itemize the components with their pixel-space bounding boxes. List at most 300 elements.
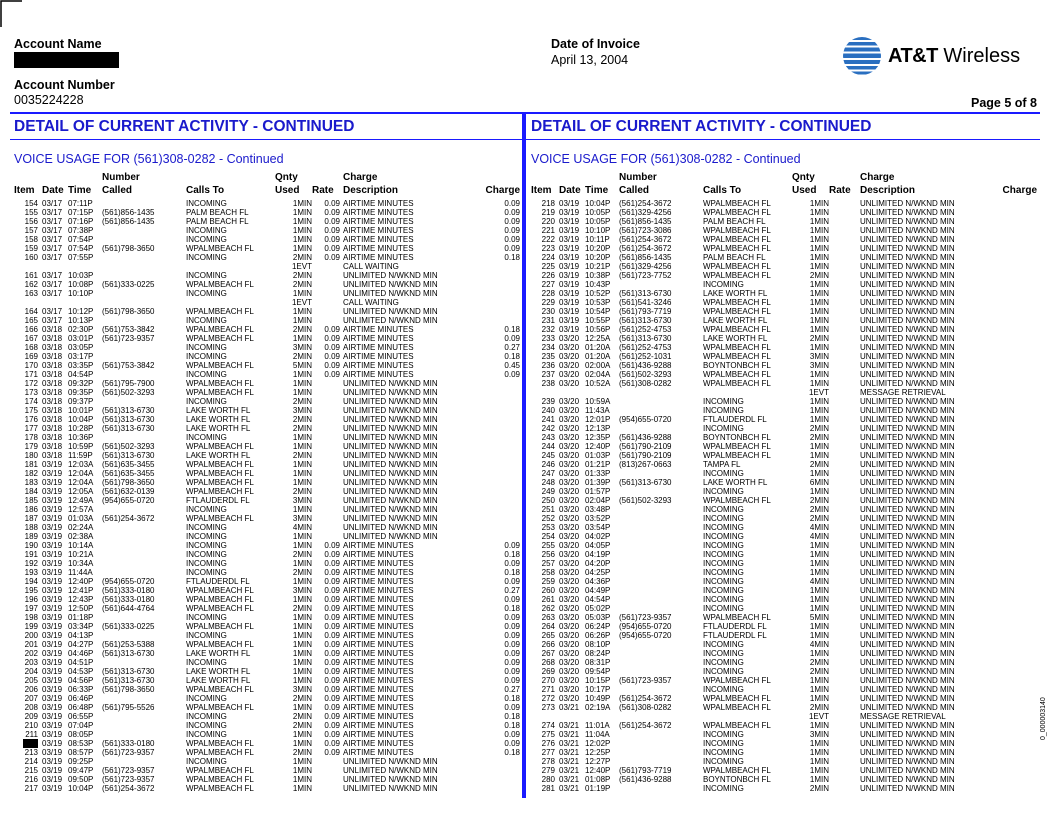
calls-to: FTLAUDERDL FL bbox=[703, 415, 767, 424]
calls-to: TAMPA FL bbox=[703, 460, 741, 469]
call-time: 04:02P bbox=[585, 532, 611, 541]
number-called: (954)655-0720 bbox=[102, 496, 155, 505]
quantity-used: 2MIN bbox=[809, 703, 829, 712]
call-time: 12:02P bbox=[585, 739, 611, 748]
quantity-used: 1EVT bbox=[808, 388, 829, 397]
call-date: 03/19 bbox=[42, 649, 63, 658]
call-time: 12:05A bbox=[68, 487, 94, 496]
charge-amount: 0.09 bbox=[504, 541, 520, 550]
calls-to: WPALMBEACH FL bbox=[703, 307, 771, 316]
call-time: 04:19P bbox=[585, 550, 611, 559]
item-number: 183 bbox=[24, 478, 38, 487]
quantity-used: 5MIN bbox=[292, 361, 312, 370]
call-date: 03/20 bbox=[559, 694, 580, 703]
call-date: 03/19 bbox=[42, 478, 63, 487]
charge-amount: 0.09 bbox=[504, 613, 520, 622]
call-time: 07:16P bbox=[68, 217, 94, 226]
charge-description: UNLIMITED N/WKND MIN bbox=[860, 262, 955, 271]
number-called: (561)502-3293 bbox=[102, 388, 155, 397]
charge-description: AIRTIME MINUTES bbox=[343, 568, 414, 577]
call-date: 03/17 bbox=[42, 208, 63, 217]
item-number: 226 bbox=[541, 271, 555, 280]
calls-to: WPALMBEACH FL bbox=[186, 325, 254, 334]
number-called: (561)856-1435 bbox=[102, 208, 155, 217]
item-number: 220 bbox=[541, 217, 555, 226]
call-time: 10:01P bbox=[68, 406, 94, 415]
charge-description: AIRTIME MINUTES bbox=[343, 334, 414, 343]
quantity-used: 1MIN bbox=[809, 379, 829, 388]
column-header-item: Item bbox=[531, 185, 552, 196]
charge-amount: 0.09 bbox=[504, 658, 520, 667]
table-row bbox=[10, 577, 520, 586]
rate: 0.09 bbox=[324, 586, 340, 595]
calls-to: WPALMBEACH FL bbox=[703, 244, 771, 253]
calls-to: INCOMING bbox=[186, 316, 227, 325]
calls-to: WPALMBEACH FL bbox=[186, 460, 254, 469]
calls-to: INCOMING bbox=[186, 523, 227, 532]
quantity-used: 1MIN bbox=[809, 748, 829, 757]
charge-description: UNLIMITED N/WKND MIN bbox=[343, 388, 438, 397]
table-row bbox=[10, 631, 520, 640]
call-date: 03/19 bbox=[42, 631, 63, 640]
call-date: 03/17 bbox=[42, 307, 63, 316]
charge-description: UNLIMITED N/WKND MIN bbox=[343, 433, 438, 442]
charge-description: UNLIMITED N/WKND MIN bbox=[860, 568, 955, 577]
charge-description: UNLIMITED N/WKND MIN bbox=[860, 280, 955, 289]
att-globe-logo-icon bbox=[842, 36, 882, 76]
item-number: 173 bbox=[24, 388, 38, 397]
table-row bbox=[10, 622, 520, 631]
number-called: (561)308-0282 bbox=[619, 703, 672, 712]
call-time: 06:46P bbox=[68, 694, 94, 703]
call-date: 03/20 bbox=[559, 613, 580, 622]
quantity-used: 1MIN bbox=[292, 595, 312, 604]
call-date: 03/18 bbox=[42, 451, 63, 460]
number-called: (561)313-6730 bbox=[102, 406, 155, 415]
item-number: 224 bbox=[541, 253, 555, 262]
calls-to: WPALMBEACH FL bbox=[703, 325, 771, 334]
calls-to: INCOMING bbox=[186, 253, 227, 262]
charge-description: AIRTIME MINUTES bbox=[343, 640, 414, 649]
table-row bbox=[10, 649, 520, 658]
table-row bbox=[527, 514, 1037, 523]
rate: 0.09 bbox=[324, 712, 340, 721]
table-row bbox=[527, 388, 1037, 397]
call-date: 03/19 bbox=[42, 541, 63, 550]
quantity-used: 1MIN bbox=[809, 766, 829, 775]
call-date: 03/19 bbox=[42, 604, 63, 613]
table-row bbox=[10, 217, 520, 226]
quantity-used: 3MIN bbox=[809, 730, 829, 739]
calls-to: FTLAUDERDL FL bbox=[703, 622, 767, 631]
column-header-qnty-top: Qnty bbox=[275, 172, 298, 183]
calls-to: INCOMING bbox=[703, 685, 744, 694]
call-date: 03/20 bbox=[559, 343, 580, 352]
quantity-used: 1MIN bbox=[809, 406, 829, 415]
call-date: 03/18 bbox=[42, 388, 63, 397]
item-number: 259 bbox=[541, 577, 555, 586]
call-time: 02:38A bbox=[68, 532, 94, 541]
charge-description: UNLIMITED N/WKND MIN bbox=[860, 442, 955, 451]
call-date: 03/18 bbox=[42, 442, 63, 451]
charge-description: UNLIMITED N/WKND MIN bbox=[860, 676, 955, 685]
item-number: 167 bbox=[24, 334, 38, 343]
table-row bbox=[10, 721, 520, 730]
call-date: 03/19 bbox=[42, 622, 63, 631]
charge-description: UNLIMITED N/WKND MIN bbox=[860, 586, 955, 595]
call-date: 03/20 bbox=[559, 487, 580, 496]
rate: 0.09 bbox=[324, 721, 340, 730]
calls-to: WPALMBEACH FL bbox=[186, 307, 254, 316]
number-called: (561)254-3672 bbox=[619, 694, 672, 703]
charge-amount: 0.09 bbox=[504, 649, 520, 658]
item-number: 280 bbox=[541, 775, 555, 784]
charge-description: AIRTIME MINUTES bbox=[343, 586, 414, 595]
number-called: (954)655-0720 bbox=[102, 577, 155, 586]
calls-to: PALM BEACH FL bbox=[186, 217, 249, 226]
call-date: 03/20 bbox=[559, 658, 580, 667]
table-row bbox=[527, 577, 1037, 586]
quantity-used: 1MIN bbox=[292, 199, 312, 208]
charge-description: UNLIMITED N/WKND MIN bbox=[860, 208, 955, 217]
number-called: (561)723-9357 bbox=[619, 676, 672, 685]
call-date: 03/21 bbox=[559, 739, 580, 748]
column-header-qnty-top: Qnty bbox=[792, 172, 815, 183]
charge-description: UNLIMITED N/WKND MIN bbox=[860, 433, 955, 442]
call-time: 03:17P bbox=[68, 352, 94, 361]
item-number: 213 bbox=[24, 748, 38, 757]
table-row bbox=[10, 298, 520, 307]
table-row bbox=[527, 289, 1037, 298]
calls-to: INCOMING bbox=[703, 658, 744, 667]
call-date: 03/19 bbox=[42, 613, 63, 622]
column-header-rate: Rate bbox=[312, 185, 334, 196]
table-row bbox=[527, 298, 1037, 307]
item-number: 256 bbox=[541, 550, 555, 559]
rate: 0.09 bbox=[324, 730, 340, 739]
quantity-used: 3MIN bbox=[292, 343, 312, 352]
table-row bbox=[10, 424, 520, 433]
rate: 0.09 bbox=[324, 685, 340, 694]
call-time: 10:54P bbox=[585, 307, 611, 316]
number-called: (561)856-1435 bbox=[102, 217, 155, 226]
calls-to: PALM BEACH FL bbox=[186, 208, 249, 217]
table-row bbox=[10, 379, 520, 388]
calls-to: INCOMING bbox=[186, 613, 227, 622]
table-row bbox=[527, 757, 1037, 766]
table-row bbox=[10, 658, 520, 667]
rate: 0.09 bbox=[324, 253, 340, 262]
call-date: 03/18 bbox=[42, 343, 63, 352]
item-number: 176 bbox=[24, 415, 38, 424]
charge-description: UNLIMITED N/WKND MIN bbox=[860, 622, 955, 631]
charge-description: UNLIMITED N/WKND MIN bbox=[860, 550, 955, 559]
item-number: 214 bbox=[24, 757, 38, 766]
column-header-date: Date bbox=[559, 185, 581, 196]
call-time: 12:43P bbox=[68, 595, 94, 604]
quantity-used: 1MIN bbox=[292, 613, 312, 622]
item-number: 230 bbox=[541, 307, 555, 316]
quantity-used: 1MIN bbox=[809, 685, 829, 694]
item-number: 191 bbox=[24, 550, 38, 559]
charge-description: AIRTIME MINUTES bbox=[343, 226, 414, 235]
quantity-used: 1MIN bbox=[809, 739, 829, 748]
quantity-used: 1MIN bbox=[809, 559, 829, 568]
call-time: 12:04A bbox=[68, 469, 94, 478]
table-row bbox=[10, 397, 520, 406]
item-number: 242 bbox=[541, 424, 555, 433]
quantity-used: 1MIN bbox=[292, 730, 312, 739]
calls-to: LAKE WORTH FL bbox=[186, 415, 251, 424]
calls-to: WPALMBEACH FL bbox=[703, 613, 771, 622]
rate: 0.09 bbox=[324, 334, 340, 343]
call-time: 04:51P bbox=[68, 658, 94, 667]
number-called: (561)644-4764 bbox=[102, 604, 155, 613]
calls-to: INCOMING bbox=[186, 757, 227, 766]
number-called: (561)753-3842 bbox=[102, 361, 155, 370]
table-row bbox=[527, 649, 1037, 658]
call-date: 03/21 bbox=[559, 748, 580, 757]
calls-to: WPALMBEACH FL bbox=[186, 469, 254, 478]
call-time: 10:59A bbox=[585, 397, 611, 406]
charge-description: UNLIMITED N/WKND MIN bbox=[860, 379, 955, 388]
item-number: 166 bbox=[24, 325, 38, 334]
call-date: 03/20 bbox=[559, 361, 580, 370]
rate: 0.09 bbox=[324, 550, 340, 559]
item-number: 159 bbox=[24, 244, 38, 253]
call-time: 01:19P bbox=[585, 784, 611, 793]
rate: 0.09 bbox=[324, 568, 340, 577]
item-number: 281 bbox=[541, 784, 555, 793]
calls-to: INCOMING bbox=[186, 433, 227, 442]
table-row bbox=[10, 352, 520, 361]
table-row bbox=[527, 685, 1037, 694]
charge-description: UNLIMITED N/WKND MIN bbox=[860, 343, 955, 352]
table-row bbox=[10, 505, 520, 514]
call-date: 03/21 bbox=[559, 730, 580, 739]
quantity-used: 1MIN bbox=[292, 775, 312, 784]
item-number: 156 bbox=[24, 217, 38, 226]
number-called: (561)436-9288 bbox=[619, 361, 672, 370]
charge-description: MESSAGE RETRIEVAL bbox=[860, 712, 946, 721]
number-called: (561)329-4256 bbox=[619, 208, 672, 217]
quantity-used: 1MIN bbox=[292, 334, 312, 343]
table-row bbox=[10, 568, 520, 577]
quantity-used: 1MIN bbox=[292, 460, 312, 469]
call-date: 03/19 bbox=[559, 199, 580, 208]
table-row bbox=[10, 514, 520, 523]
calls-to: WPALMBEACH FL bbox=[703, 226, 771, 235]
table-row bbox=[527, 604, 1037, 613]
calls-to: INCOMING bbox=[703, 748, 744, 757]
charge-description: UNLIMITED N/WKND MIN bbox=[343, 487, 438, 496]
charge-description: UNLIMITED N/WKND MIN bbox=[860, 361, 955, 370]
call-date: 03/20 bbox=[559, 451, 580, 460]
table-row bbox=[527, 451, 1037, 460]
charge-description: UNLIMITED N/WKND MIN bbox=[860, 478, 955, 487]
number-called: (954)655-0720 bbox=[619, 415, 672, 424]
charge-description: AIRTIME MINUTES bbox=[343, 613, 414, 622]
charge-description: AIRTIME MINUTES bbox=[343, 595, 414, 604]
rate: 0.09 bbox=[324, 541, 340, 550]
rate: 0.09 bbox=[324, 343, 340, 352]
call-time: 12:13P bbox=[585, 424, 611, 433]
column-header-called: Called bbox=[102, 185, 133, 196]
call-date: 03/17 bbox=[42, 226, 63, 235]
calls-to: WPALMBEACH FL bbox=[186, 442, 254, 451]
call-date: 03/19 bbox=[42, 658, 63, 667]
column-header-calls-to: Calls To bbox=[703, 185, 742, 196]
charge-description: UNLIMITED N/WKND MIN bbox=[860, 370, 955, 379]
charge-description: UNLIMITED N/WKND MIN bbox=[860, 424, 955, 433]
column-header-charge-top: Charge bbox=[860, 172, 895, 183]
calls-to: INCOMING bbox=[703, 559, 744, 568]
quantity-used: 1MIN bbox=[292, 379, 312, 388]
charge-description: CALL WAITING bbox=[343, 298, 399, 307]
quantity-used: 1MIN bbox=[292, 766, 312, 775]
item-number: 201 bbox=[24, 640, 38, 649]
right-usage-table bbox=[527, 170, 1037, 800]
item-number: 272 bbox=[541, 694, 555, 703]
quantity-used: 1MIN bbox=[292, 469, 312, 478]
quantity-used: 1MIN bbox=[292, 631, 312, 640]
call-date: 03/20 bbox=[559, 514, 580, 523]
quantity-used: 1MIN bbox=[292, 235, 312, 244]
call-date: 03/20 bbox=[559, 424, 580, 433]
table-row bbox=[10, 541, 520, 550]
quantity-used: 1MIN bbox=[292, 244, 312, 253]
quantity-used: 2MIN bbox=[809, 505, 829, 514]
call-date: 03/19 bbox=[42, 577, 63, 586]
quantity-used: 1MIN bbox=[809, 604, 829, 613]
table-row bbox=[527, 478, 1037, 487]
call-time: 06:48P bbox=[68, 703, 94, 712]
number-called: (561)254-3672 bbox=[619, 235, 672, 244]
table-row bbox=[527, 631, 1037, 640]
number-called: (561)252-4753 bbox=[619, 343, 672, 352]
table-row bbox=[527, 523, 1037, 532]
call-time: 10:43P bbox=[585, 280, 611, 289]
number-called: (561)436-9288 bbox=[619, 433, 672, 442]
charge-description: UNLIMITED N/WKND MIN bbox=[343, 496, 438, 505]
call-date: 03/19 bbox=[559, 271, 580, 280]
call-time: 10:11P bbox=[585, 235, 610, 244]
charge-amount: 0.18 bbox=[504, 721, 520, 730]
call-time: 01:57P bbox=[585, 487, 611, 496]
calls-to: WPALMBEACH FL bbox=[703, 298, 771, 307]
number-called: (561)635-3455 bbox=[102, 460, 155, 469]
table-row bbox=[527, 262, 1037, 271]
table-row bbox=[527, 280, 1037, 289]
calls-to: LAKE WORTH FL bbox=[186, 406, 251, 415]
charge-description: AIRTIME MINUTES bbox=[343, 730, 414, 739]
call-date: 03/19 bbox=[559, 217, 580, 226]
call-time: 01:03P bbox=[585, 451, 611, 460]
quantity-used: 1MIN bbox=[292, 478, 312, 487]
item-number: 235 bbox=[541, 352, 555, 361]
charge-description: AIRTIME MINUTES bbox=[343, 667, 414, 676]
charge-description: UNLIMITED N/WKND MIN bbox=[343, 307, 438, 316]
calls-to: INCOMING bbox=[703, 667, 744, 676]
calls-to: INCOMING bbox=[703, 568, 744, 577]
quantity-used: 1MIN bbox=[292, 316, 312, 325]
quantity-used: 1MIN bbox=[809, 397, 829, 406]
item-number: 237 bbox=[541, 370, 555, 379]
rate: 0.09 bbox=[324, 604, 340, 613]
number-called: (561)723-9357 bbox=[102, 334, 155, 343]
table-row bbox=[10, 244, 520, 253]
call-date: 03/18 bbox=[42, 397, 63, 406]
calls-to: PALM BEACH FL bbox=[703, 217, 766, 226]
call-date: 03/17 bbox=[42, 289, 63, 298]
number-called: (954)655-0720 bbox=[619, 631, 672, 640]
calls-to: WPALMBEACH FL bbox=[186, 622, 254, 631]
charge-description: UNLIMITED N/WKND MIN bbox=[860, 739, 955, 748]
column-header-number-top: Number bbox=[619, 172, 657, 183]
number-called: (561)333-0180 bbox=[102, 739, 155, 748]
call-time: 02:04P bbox=[585, 496, 611, 505]
call-date: 03/17 bbox=[42, 316, 63, 325]
call-date: 03/19 bbox=[42, 784, 63, 793]
quantity-used: 1MIN bbox=[809, 649, 829, 658]
table-row bbox=[527, 658, 1037, 667]
item-number: 202 bbox=[24, 649, 38, 658]
call-date: 03/19 bbox=[559, 262, 580, 271]
charge-description: AIRTIME MINUTES bbox=[343, 748, 414, 757]
charge-description: UNLIMITED N/WKND MIN bbox=[860, 703, 955, 712]
calls-to: INCOMING bbox=[186, 199, 227, 208]
quantity-used: 1MIN bbox=[809, 568, 829, 577]
calls-to: INCOMING bbox=[186, 730, 227, 739]
calls-to: WPALMBEACH FL bbox=[703, 694, 771, 703]
charge-description: UNLIMITED N/WKND MIN bbox=[343, 523, 438, 532]
table-row bbox=[10, 640, 520, 649]
table-row bbox=[10, 451, 520, 460]
charge-description: UNLIMITED N/WKND MIN bbox=[860, 289, 955, 298]
quantity-used: 2MIN bbox=[809, 514, 829, 523]
charge-description: UNLIMITED N/WKND MIN bbox=[860, 316, 955, 325]
item-number: 215 bbox=[24, 766, 38, 775]
table-row bbox=[527, 613, 1037, 622]
quantity-used: 2MIN bbox=[292, 424, 312, 433]
charge-description: UNLIMITED N/WKND MIN bbox=[860, 685, 955, 694]
call-time: 07:38P bbox=[68, 226, 94, 235]
call-date: 03/19 bbox=[559, 289, 580, 298]
table-row bbox=[10, 262, 520, 271]
call-time: 09:50P bbox=[68, 775, 94, 784]
call-time: 08:10P bbox=[585, 640, 611, 649]
table-row bbox=[527, 559, 1037, 568]
calls-to: INCOMING bbox=[703, 730, 744, 739]
calls-to: INCOMING bbox=[703, 487, 744, 496]
call-time: 09:54P bbox=[585, 667, 611, 676]
quantity-used: 2MIN bbox=[292, 415, 312, 424]
charge-description: UNLIMITED N/WKND MIN bbox=[343, 757, 438, 766]
table-row bbox=[527, 199, 1037, 208]
charge-description: AIRTIME MINUTES bbox=[343, 712, 414, 721]
calls-to: BOYNTONBCH FL bbox=[703, 775, 771, 784]
item-number: 197 bbox=[24, 604, 38, 613]
calls-to: INCOMING bbox=[186, 541, 227, 550]
calls-to: INCOMING bbox=[186, 352, 227, 361]
call-date: 03/19 bbox=[42, 514, 63, 523]
quantity-used: 1MIN bbox=[292, 541, 312, 550]
call-time: 11:01A bbox=[585, 721, 610, 730]
quantity-used: 1MIN bbox=[809, 469, 829, 478]
calls-to: WPALMBEACH FL bbox=[703, 199, 771, 208]
item-number: 164 bbox=[24, 307, 38, 316]
quantity-used: 1MIN bbox=[809, 415, 829, 424]
